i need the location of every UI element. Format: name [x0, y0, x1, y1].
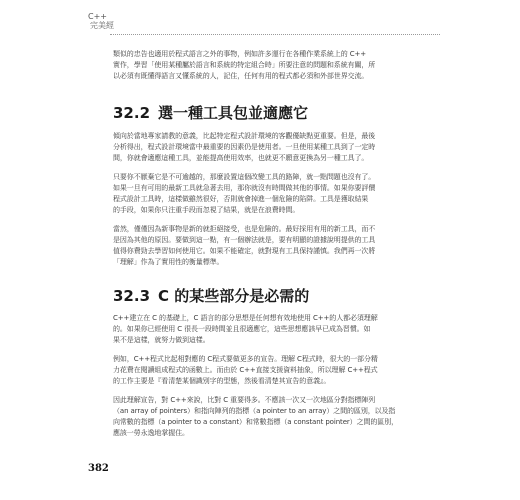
text-line: 應該一勞永逸地掌握住。	[113, 429, 189, 437]
section-heading-32-3	[113, 287, 443, 305]
text-line: 以必須有既懂得語言又懂系統的人，記住，任何有用的程式都必須和外部世界交流。	[113, 72, 369, 80]
header-rule	[110, 34, 440, 35]
paragraph-intro	[113, 49, 443, 82]
text-line: 力花費在閱讀組成程式的函數上。而由於 C++直接支援資料抽象，所以理解 C++程式	[113, 366, 378, 374]
page-number: 382	[88, 463, 109, 474]
text-line: C++建立在 C 的基礎上，C 語言的部分思想是任何想有效地使用 C++的人都必須理解	[113, 314, 378, 322]
text-line: 因此理解宣告，對 C++來說，比對 C 重要得多。不應該一次又一次地區分對指標陣列	[113, 396, 376, 404]
paragraph	[113, 224, 443, 268]
text-line: 只要你不厭棄它是不可逾越的，那麼設置這個改變工具的路障，就一點問題也沒有了。	[113, 173, 376, 181]
paragraph	[113, 313, 443, 346]
section-title: C 的某些部分是必需的	[158, 287, 310, 305]
text-line: 實作，學習「使用某種屬於語言和系統的特定組合時」所要注意的問題和系統有關，所	[113, 61, 376, 69]
text-line: 間，你就會適應這種工具，並能提高使用效率，也就更不願意更換為另一種工具了。	[113, 154, 369, 162]
running-header	[88, 12, 114, 30]
section-number: 32.2	[113, 104, 151, 122]
text-line: 向常數的指標（a pointer to a constant）和常數指標（a constant pointer）之間的區別，	[113, 418, 398, 426]
header-book-name: C++	[88, 12, 107, 21]
text-line: 當然，僅僅因為新事物是新的就拒絕接受，也是危險的。最好採用有用的新工具，而不	[113, 225, 376, 233]
text-line: （an array of pointers）和指向陣列的指標（a pointer to an array）之間的區別，以及指	[113, 407, 396, 415]
text-line: 的手段，如果你只注重手段而忽視了結果，就是在浪費時間。	[113, 206, 300, 214]
text-line: 是因為其他的原因。要做到這一點，有一個辦法就是，要有明顯的證據說明提供的工具	[113, 236, 376, 244]
text-line: 的工作主要是『看清楚某個識別字的型態，然後看清楚其宣告的意義』。	[113, 377, 331, 385]
text-line: 類似的忠告也適用於程式語言之外的事物，例如許多運行在各種作業系統上的 C++	[113, 50, 367, 58]
text-line: 傾向於當地專家請教的意義，比起特定程式設計環境的客觀優缺點更重要。但是，最後	[113, 132, 376, 140]
text-line: 的。如果你已經使用 C 很長一段時間並且很適應它，這些思想應該早已成為習慣。如	[113, 325, 371, 333]
text-line: 如果一旦有可用的最新工具就急著去用，那你就沒有時間做其他的事情。如果你要評價	[113, 184, 376, 192]
text-line: 「理解」作為了實用性的衡量標準。	[113, 258, 224, 266]
text-line: 分析得出，程式設計環境當中最重要的因素仍是使用者。一旦使用某種工具到了一定時	[113, 143, 376, 151]
paragraph	[113, 172, 443, 216]
paragraph	[113, 131, 443, 164]
paragraph	[113, 395, 443, 439]
text-line: 果不是這樣，就努力做到這樣。	[113, 336, 210, 344]
section-heading-32-2	[113, 104, 443, 122]
section-number: 32.3	[113, 287, 151, 305]
text-line: 程式設計工具時，這樣做雖然很好，否則就會掉進一個危險的陷阱。工具是獲取結果	[113, 195, 369, 203]
header-book-subtitle: 完美經	[90, 21, 114, 30]
text-line: 例如，C++程式比起相對應的 C程式要做更多的宣告。理解 C程式時，很大的一部分精	[113, 355, 378, 363]
section-title: 選一種工具包並適應它	[158, 104, 309, 122]
paragraph	[113, 354, 443, 387]
text-line: 值得你費勁去學習如何使用它。如果不能確定，就對現有工具保持謹慎。我們再一次將	[113, 247, 376, 255]
